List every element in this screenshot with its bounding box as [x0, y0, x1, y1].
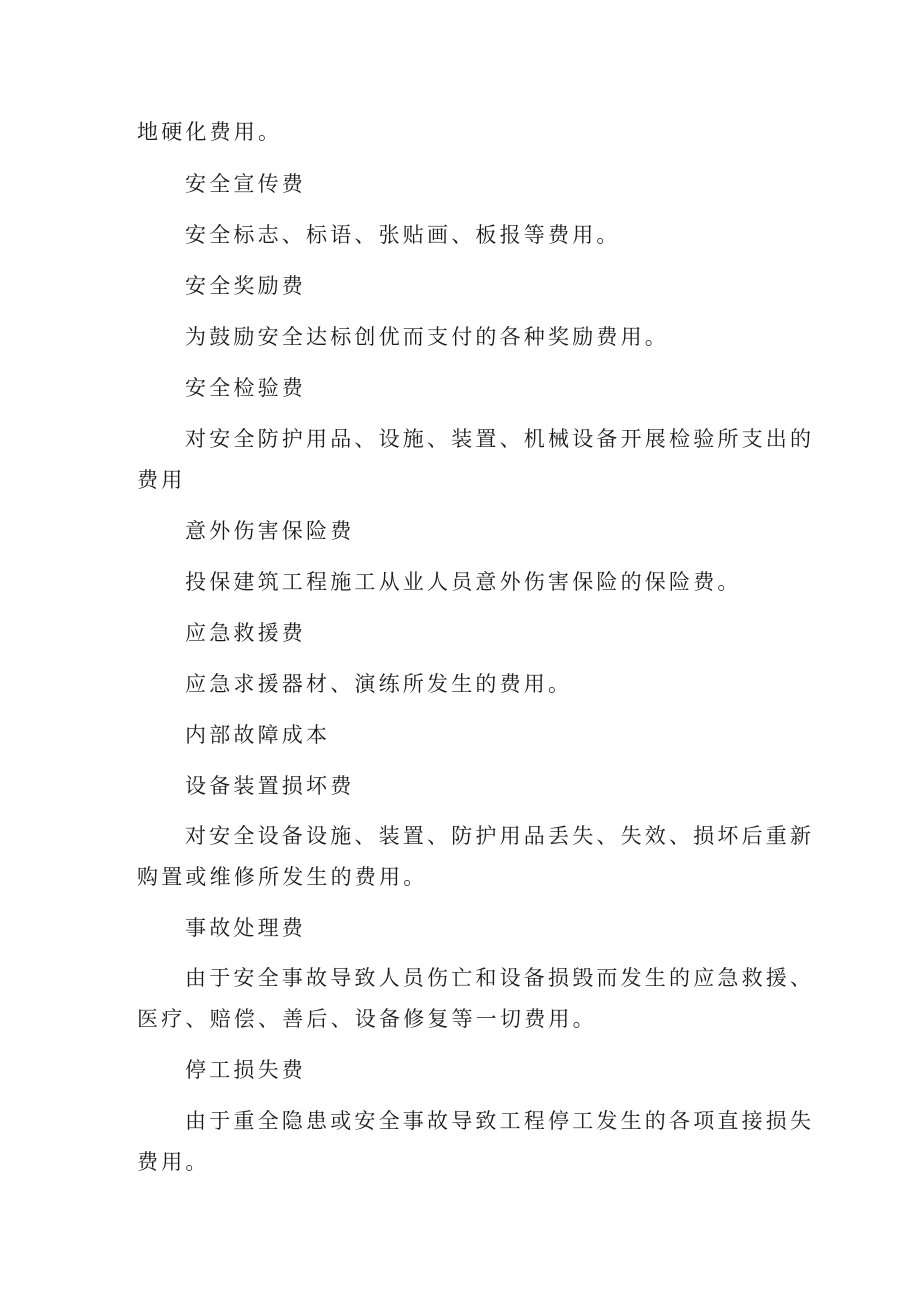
paragraph-text: 对安全防护用品、设施、装置、机械设备开展检验所支出的 [185, 427, 815, 451]
section-heading: 安全奖励费 [185, 274, 306, 298]
paragraph-text: 为鼓励安全达标创优而支付的各种奖励费用。 [185, 325, 669, 349]
paragraph-continuation: 医疗、赔偿、善后、设备修复等一切费用。 [137, 1007, 597, 1031]
section-heading: 安全宣传费 [185, 172, 306, 196]
section-heading: 事故处理费 [185, 916, 306, 940]
section-heading: 意外伤害保险费 [185, 519, 355, 543]
paragraph-continuation: 地硬化费用。 [137, 120, 283, 144]
paragraph-continuation: 购置或维修所发生的费用。 [137, 865, 428, 889]
paragraph-text: 安全标志、标语、张贴画、板报等费用。 [185, 223, 621, 247]
paragraph-continuation: 费用。 [137, 1150, 210, 1174]
section-heading: 内部故障成本 [185, 723, 331, 747]
section-heading: 应急救援费 [185, 621, 306, 645]
paragraph-continuation: 费用 [137, 468, 186, 492]
paragraph-text: 由于安全事故导致人员伤亡和设备损毁而发生的应急救援、 [185, 966, 815, 990]
paragraph-text: 对安全设备设施、装置、防护用品丢失、失效、损坏后重新 [185, 824, 815, 848]
section-heading: 停工损失费 [185, 1058, 306, 1082]
section-heading: 安全检验费 [185, 376, 306, 400]
paragraph-text: 由于重全隐患或安全事故导致工程停工发生的各项直接损失 [185, 1109, 815, 1133]
section-heading: 设备装置损坏费 [185, 774, 355, 798]
paragraph-text: 应急求援器材、演练所发生的费用。 [185, 672, 573, 696]
paragraph-text: 投保建筑工程施工从业人员意外伤害保险的保险费。 [185, 570, 742, 594]
